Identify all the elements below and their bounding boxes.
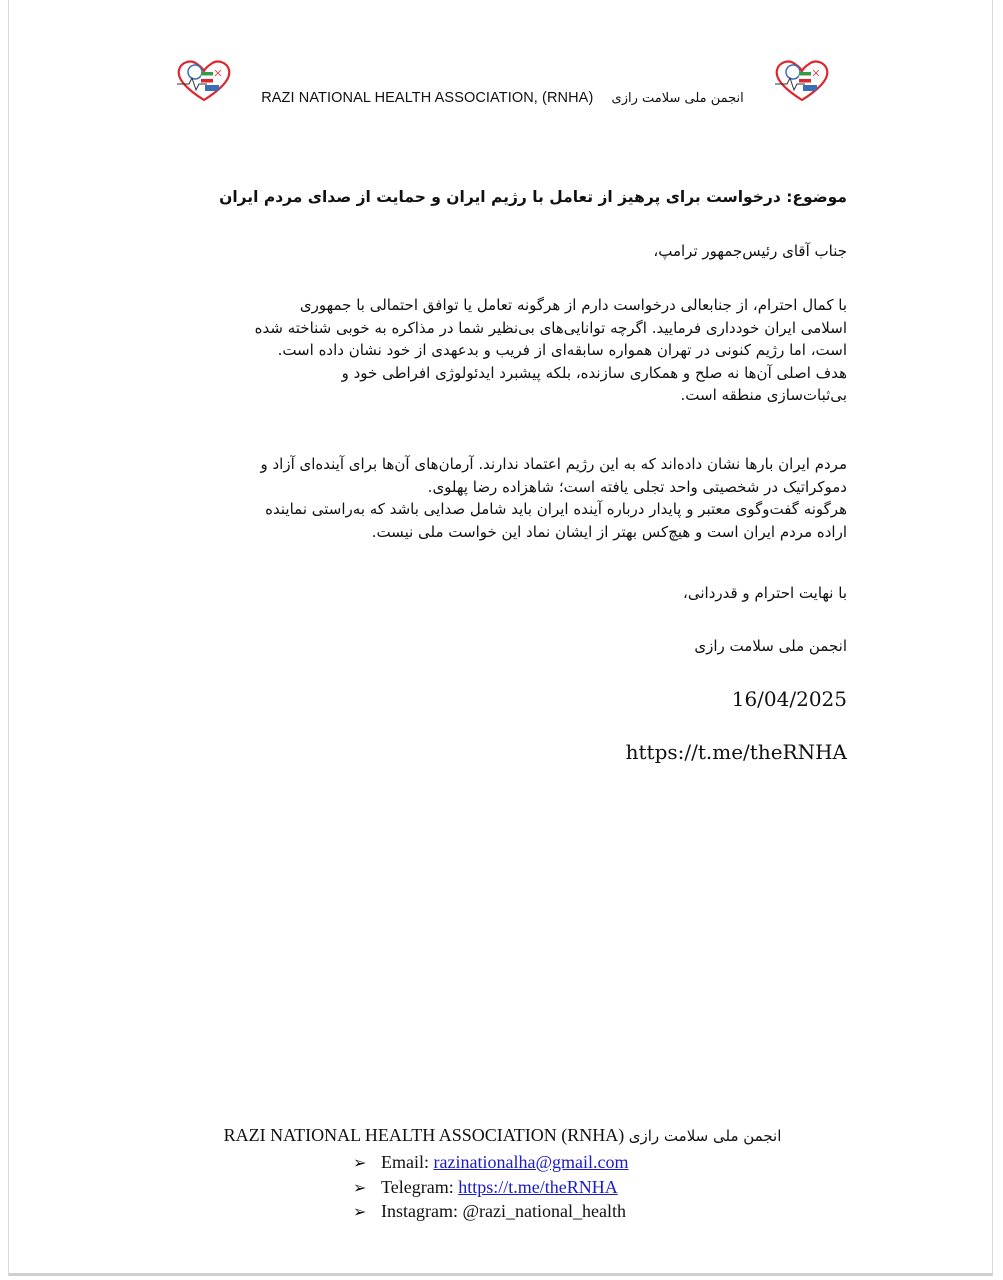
footer-instagram-row <box>353 1199 629 1224</box>
paragraph-line: بی‌ثبات‌سازی منطقه است. <box>680 386 847 404</box>
paragraph-line: هدف اصلی آن‌ها نه صلح و همکاری سازنده، بلکه پیشبرد ایدئولوژی افراطی خود و <box>341 363 847 382</box>
letter-subject: موضوع: درخواست برای پرهیز از تعامل با رژیم ایران و حمایت از صدای مردم ایران <box>219 188 847 206</box>
letter-closing: با نهایت احترام و قدردانی، <box>683 584 847 602</box>
paragraph-line: هرگونه گفت‌وگوی معتبر و پایدار درباره آینده ایران باید شامل صدایی باشد که به‌راستی نماینده <box>265 500 847 518</box>
footer-telegram-row <box>353 1175 629 1200</box>
letterhead <box>1 90 1003 106</box>
paragraph-line: دموکراتیک در شخصیتی واحد تجلی یافته است؛ شاهزاده رضا پهلوی. <box>427 477 847 496</box>
paragraph-line: با کمال احترام، از جنابعالی درخواست دارم از هرگونه تعامل یا توافق احتمالی با جمهوری <box>299 296 847 314</box>
letter-date: 16/04/2025 <box>731 687 847 711</box>
instagram-handle: @razi_national_health <box>462 1201 626 1221</box>
letter-signature: انجمن ملی سلامت رازی <box>694 637 847 655</box>
letter-link[interactable]: https://t.me/theRNHA <box>625 740 847 764</box>
letterhead-org-fa: انجمن ملی سلامت رازی <box>611 91 744 106</box>
email-link[interactable]: razinationalha@gmail.com <box>433 1152 629 1172</box>
instagram-label: Instagram: <box>381 1201 458 1221</box>
email-label: Email: <box>381 1152 429 1172</box>
letter-paragraph-1 <box>255 294 847 407</box>
footer-contact-list <box>353 1150 629 1224</box>
letter-page <box>8 0 993 1276</box>
arrow-bullet-icon: ➢ <box>353 1204 367 1221</box>
telegram-link[interactable]: https://t.me/theRNHA <box>458 1176 618 1197</box>
letter-paragraph-2 <box>260 453 847 543</box>
telegram-label: Telegram: <box>381 1176 454 1197</box>
page-footer <box>1 1125 1003 1221</box>
footer-email-row <box>353 1150 629 1175</box>
footer-org-en: RAZI NATIONAL HEALTH ASSOCIATION (RNHA) <box>223 1125 625 1145</box>
paragraph-line: اسلامی ایران خودداری فرمایید. اگرچه توانایی‌های بی‌نظیر شما در مذاکره به خوبی شناخته شده <box>254 318 847 337</box>
arrow-bullet-icon: ➢ <box>353 1155 367 1172</box>
letter-salutation: جناب آقای رئیس‌جمهور ترامپ، <box>653 242 847 260</box>
paragraph-line: است، اما رژیم کنونی در تهران همواره سابقه‌ای از فریب و بدعهدی از خود نشان داده است. <box>277 341 847 359</box>
paragraph-line: مردم ایران بارها نشان داده‌اند که به این رژیم اعتماد ندارند. آرمان‌های آن‌ها برای آینده‌ای آزاد و <box>260 455 847 473</box>
footer-org-fa: انجمن ملی سلامت رازی <box>628 1127 782 1145</box>
paragraph-line: اراده مردم ایران است و هیچ‌کس بهتر از ایشان نماد این خواست ملی نیست. <box>371 522 847 541</box>
arrow-bullet-icon: ➢ <box>353 1179 367 1197</box>
footer-title <box>1 1125 1003 1146</box>
letterhead-org-en: RAZI NATIONAL HEALTH ASSOCIATION, (RNHA) <box>261 90 594 106</box>
